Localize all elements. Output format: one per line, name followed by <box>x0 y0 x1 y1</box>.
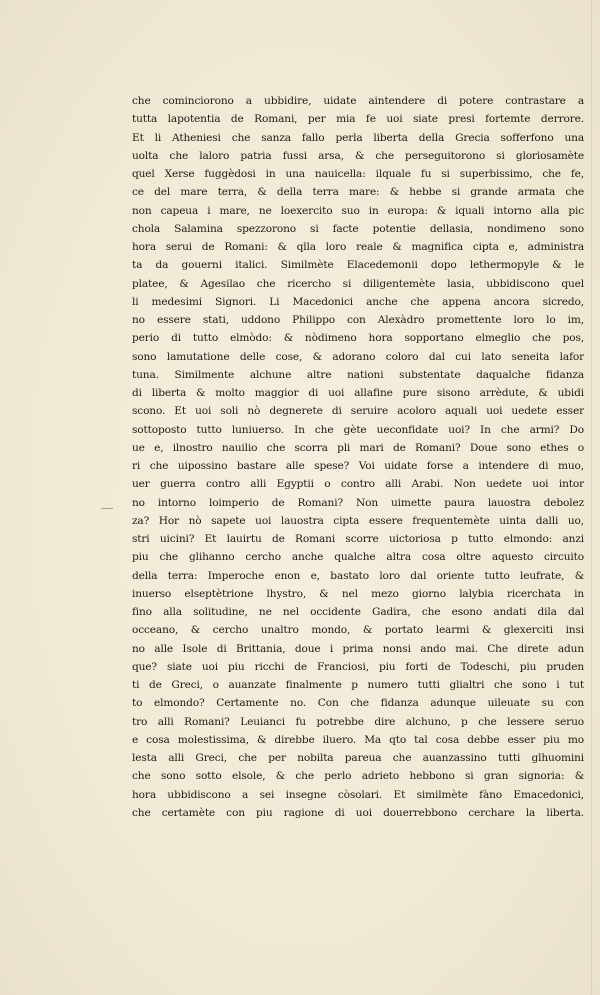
text-line: scono. Et uoi soli nò degnerete di seruire acoloro aquali uoi uedete esser <box>132 405 584 418</box>
text-line: lesta alli Greci, che per nobilta pareua che auanzassino tutti glhuomini <box>132 752 584 764</box>
text-line: inuerso elseptètrione lhystro, & nel mezo giorno lalybia ricerchata in <box>132 587 584 600</box>
text-line: no intorno loimperio de Romani? Non uimette paura lauostra debolez <box>132 496 584 509</box>
text-line: hora serui de Romani: & qlla loro reale & magnifica cipta e, administra <box>132 241 584 253</box>
text-line: no essere stati, uddono Philippo con Alexàdro promettente loro lo im, <box>132 314 584 326</box>
text-line: to elmondo? Certamente no. Con che fidanza adunque uileuate su con <box>132 697 584 710</box>
text-line: za? Hor nò sapete uoi lauostra cipta essere frequentemète uinta dalli uo, <box>132 514 584 527</box>
text-line: non capeua i mare, ne loexercito suo in europa: & iquali intorno alla pic <box>132 204 584 217</box>
text-line: occeano, & cercho unaltro mondo, & portato learmi & glexerciti insi <box>132 624 584 637</box>
text-line: che certamète con piu ragione di uoi douerrebbono cerchare la liberta. <box>132 806 584 819</box>
text-line: che sono sotto elsole, & che perlo adrieto hebbono si gran signoria: & <box>132 770 584 783</box>
text-line: ta da gouerni italici. Similmète Elacedemonii dopo lethermopyle & le <box>132 259 584 272</box>
text-line: che cominciorono a ubbidire, uidate aintendere di potere contrastare a <box>132 95 584 107</box>
text-line: que? siate uoi piu ricchi de Franciosi, piu forti de Todeschi, piu pruden <box>132 660 584 673</box>
text-line: della terra: Imperoche enon e, bastato loro dal oriente tutto leufrate, & <box>132 569 584 582</box>
text-line: tuna. Similmente alchune altre nationi substentate daqualche fidanza <box>132 368 584 381</box>
text-line: chola Salamina spezzorono si facte potentie dellasia, nondimeno sono <box>132 222 584 235</box>
text-line: ce del mare terra, & della terra mare: & hebbe si grande armata che <box>132 186 584 199</box>
margin-mark <box>101 508 113 509</box>
text-line: ue e, ilnostro nauilio che scorra pli mari de Romani? Doue sono ethes o <box>132 441 584 454</box>
page-edge <box>591 0 592 995</box>
text-line: sottoposto tutto luniuerso. In che gète ueconfidate uoi? In che armi? Do <box>132 423 584 436</box>
text-line: quel Xerse fuggèdosi in una nauicella: ilquale fu si superbissimo, che fe, <box>132 168 584 180</box>
text-line: platee, & Agesilao che ricercho si diligentemète lasia, ubbidiscono quel <box>132 277 584 290</box>
text-line: tutta lapotentia de Romani, per mia fe uoi siate presi fortemte derrore. <box>132 113 584 126</box>
text-line: uer guerra contro alli Egyptii o contro alli Arabi. Non uedete uoi intor <box>132 478 584 491</box>
text-line: ri che uipossino bastare alle spese? Voi uidate forse a intendere di muo, <box>132 460 584 472</box>
text-line: li medesimi Signori. Li Macedonici anche che appena ancora sicredo, <box>132 295 584 308</box>
text-line: no alle Isole di Brittania, doue i prima nonsi ando mai. Che direte adun <box>132 642 584 655</box>
text-line: fino alla solitudine, ne nel occidente Gadira, che esono andati dila dal <box>132 606 584 618</box>
text-line: tro alli Romani? Leuianci fu potrebbe dire alchuno, p che lessere seruo <box>132 715 584 728</box>
text-line: Et li Atheniesi che sanza fallo perla liberta della Grecia sofferfono una <box>132 131 584 144</box>
text-line: ti de Greci, o auanzate finalmente p numero tutti glialtri che sono i tut <box>132 679 584 691</box>
text-line: sono lamutatione delle cose, & adorano coloro dal cui lato seneita lafor <box>132 350 584 363</box>
text-line: piu che glihanno cercho anche qualche altra cosa oltre aquesto circuito <box>132 551 584 564</box>
text-line: stri uicini? Et lauirtu de Romani scorre uictoriosa p tutto elmondo: anzi <box>132 533 584 545</box>
text-block <box>132 92 584 822</box>
text-line: e cosa molestissima, & direbbe iluero. Ma qto tal cosa debbe esser piu mo <box>132 733 584 746</box>
text-line: hora ubbidiscono a sei insegne còsolari. Et similmète fàno Emacedonici, <box>132 788 584 801</box>
text-line: perio di tutto elmòdo: & nòdimeno hora sopportano elmeglio che pos, <box>132 332 584 345</box>
text-line: uolta che laloro patria fussi arsa, & che perseguitorono si gloriosamète <box>132 149 584 162</box>
text-line: di liberta & molto maggior di uoi allafine pure sisono arrèdute, & ubidi <box>132 387 584 399</box>
